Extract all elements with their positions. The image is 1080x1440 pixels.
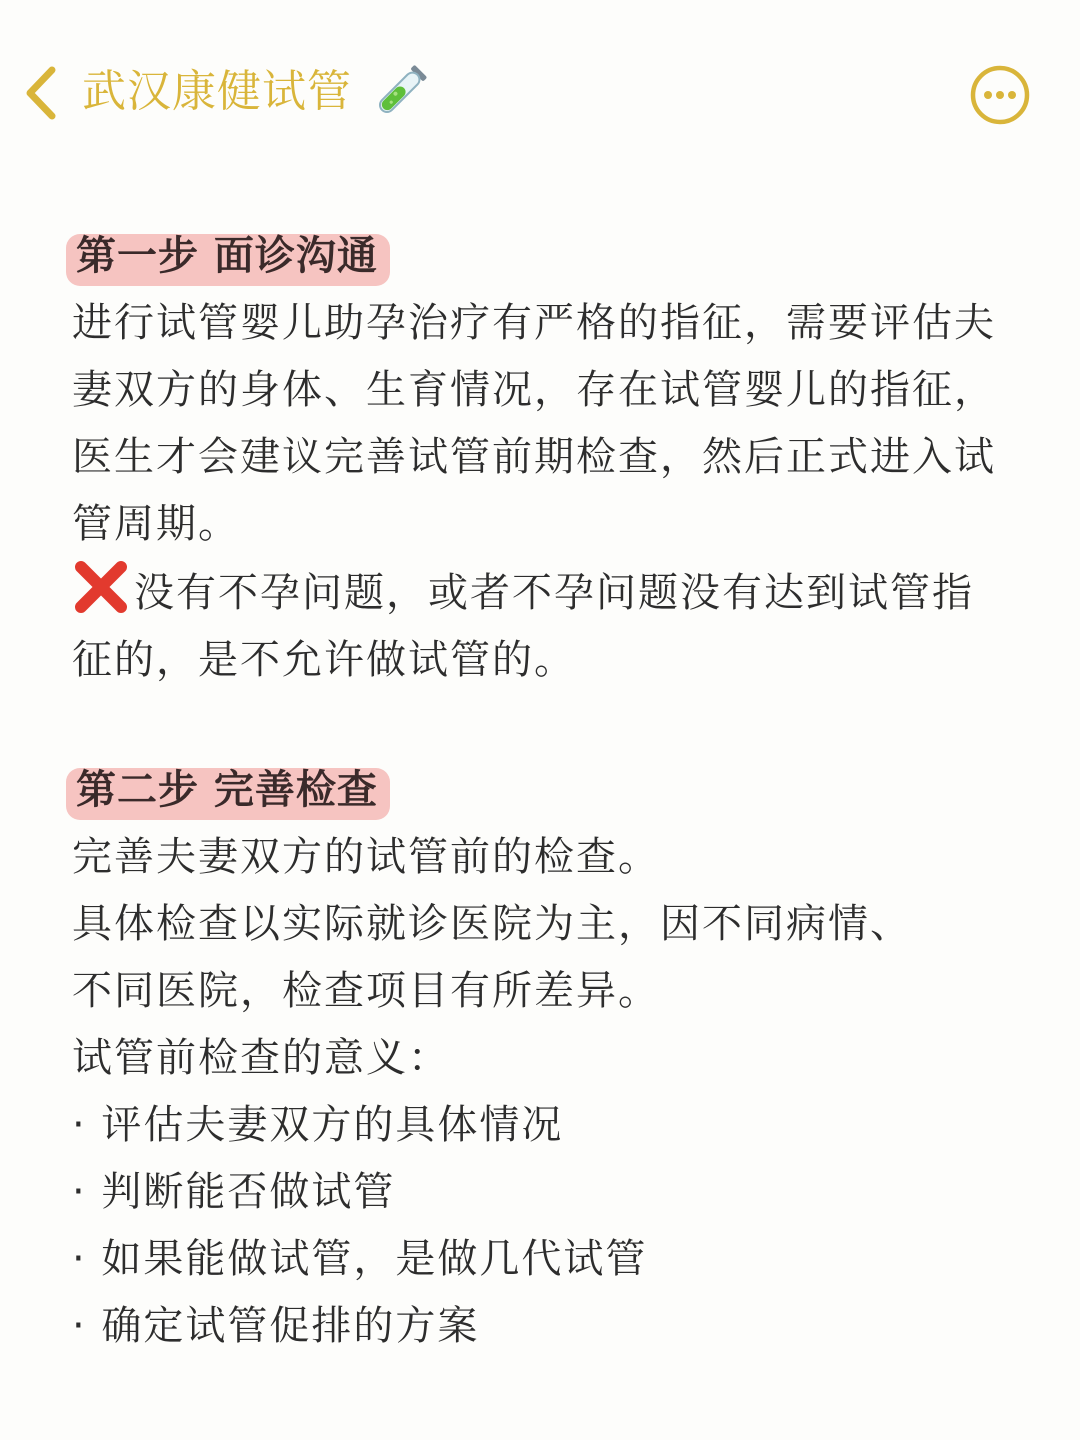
ellipsis-circle-icon xyxy=(969,64,1031,126)
list-item: · 确定试管促排的方案 xyxy=(72,1303,480,1349)
warning-paragraph xyxy=(72,558,1012,694)
section-step-two xyxy=(72,762,1012,1360)
cross-mark-icon xyxy=(72,558,130,616)
list-item: · 评估夫妻双方的具体情况 xyxy=(72,1102,564,1148)
spacer xyxy=(72,694,1012,762)
more-options-button[interactable] xyxy=(969,64,1031,126)
step-heading: 第一步 面诊沟通 xyxy=(72,228,382,284)
warning-text: 没有不孕问题，或者不孕问题没有达到试管指征的，是不允许做试管的。 xyxy=(72,570,974,683)
chevron-left-icon xyxy=(20,62,66,124)
note-content xyxy=(72,228,1012,1360)
paragraph: 试管前检查的意义： xyxy=(72,1035,450,1081)
page-title: 武汉康健试管 xyxy=(82,66,352,117)
navigation-bar xyxy=(0,0,1080,190)
back-button[interactable] xyxy=(20,62,66,124)
paragraph: 进行试管婴儿助孕治疗有严格的指征，需要评估夫妻双方的身体、生育情况，存在试管婴儿的指征，医生才会建议完善试管前期检查，然后正式进入试管周期。 xyxy=(72,300,996,547)
section-step-one xyxy=(72,228,1012,694)
step-heading: 第二步 完善检查 xyxy=(72,762,382,818)
paragraph: 完善夫妻双方的试管前的检查。 xyxy=(72,834,660,880)
list-item: · 判断能否做试管 xyxy=(72,1169,396,1215)
test-tube-icon xyxy=(366,60,432,126)
paragraph: 具体检查以实际就诊医院为主，因不同病情、不同医院，检查项目有所差异。 xyxy=(72,901,912,1014)
list-item: · 如果能做试管，是做几代试管 xyxy=(72,1236,648,1282)
